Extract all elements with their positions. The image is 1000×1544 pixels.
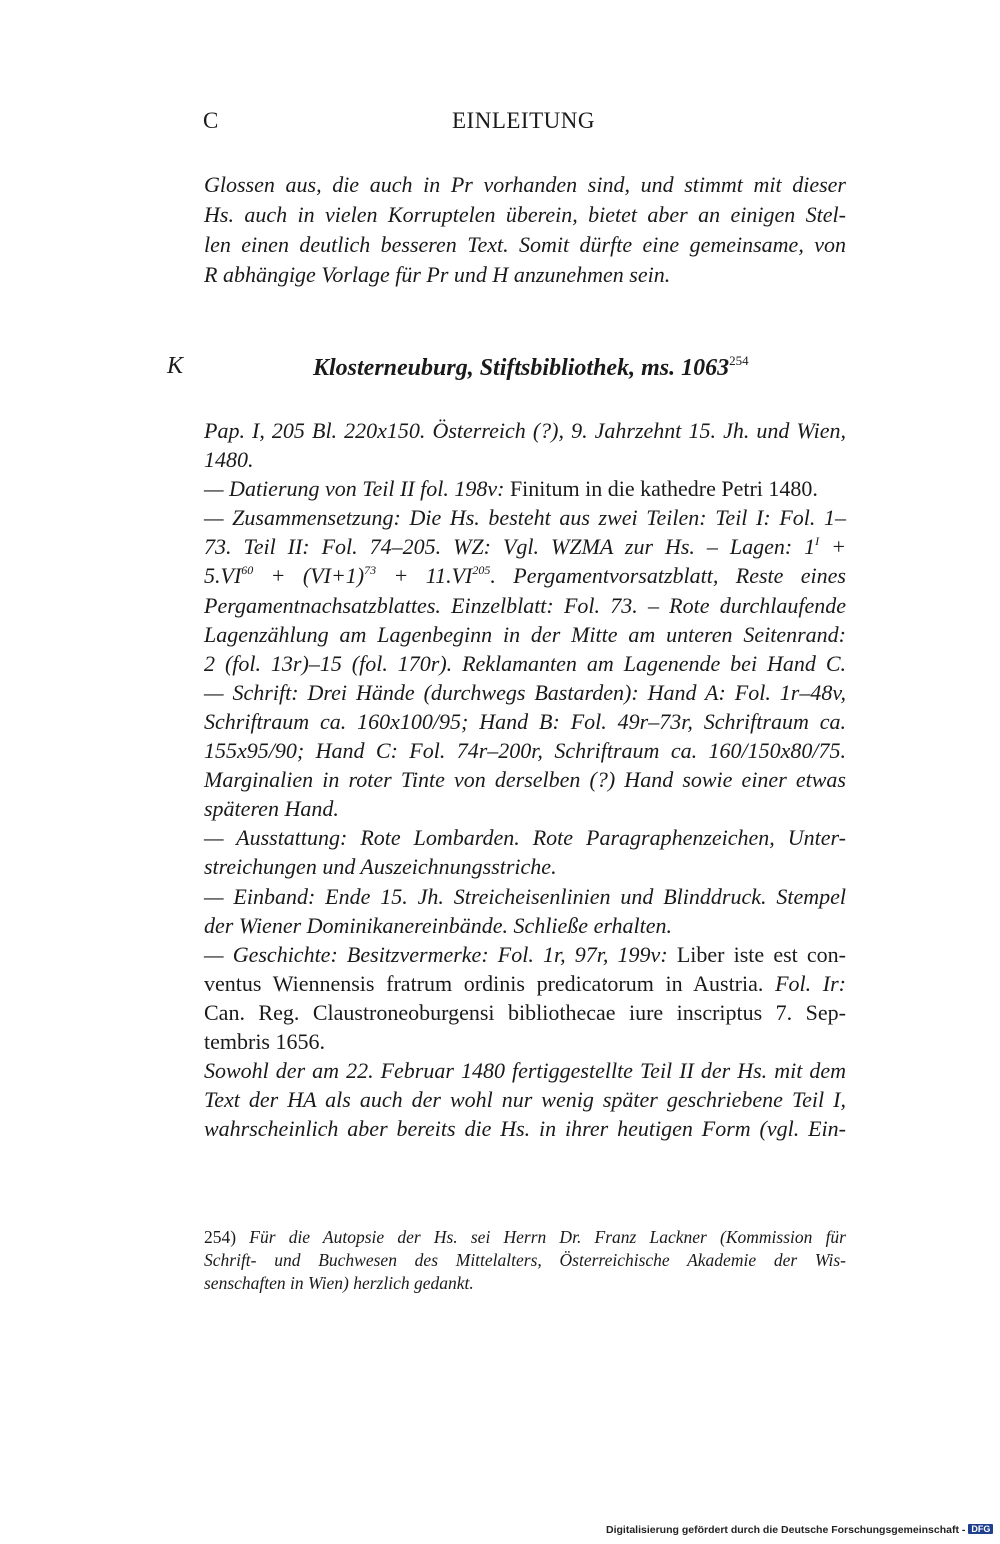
ownership-quote: Liber iste est con- xyxy=(676,941,846,967)
desc-text: + xyxy=(819,534,846,560)
desc-line: Schriftraum ca. 160x100/95; Hand B: Fol. 49r–73r, Schriftraum ca. xyxy=(204,708,846,734)
superscript: 73 xyxy=(364,563,377,578)
desc-line: wahrscheinlich aber bereits die Hs. in ihrer heutigen Form (vgl. Ein- xyxy=(204,1116,846,1142)
desc-line xyxy=(204,532,846,561)
funding-credit-text: Digitalisierung gefördert durch die Deutsche Forschungsgemeinschaft - xyxy=(606,1524,966,1536)
intro-paragraph xyxy=(204,170,846,290)
superscript: I xyxy=(815,534,820,549)
footnote-line xyxy=(204,1226,846,1249)
desc-line: Pergamentnachsatzblattes. Einzelblatt: Fol. 73. – Rote durchlaufende xyxy=(204,592,846,618)
funding-credit xyxy=(606,1524,993,1536)
footnote xyxy=(204,1226,846,1295)
page-number: C xyxy=(203,108,219,133)
intro-line: len einen deutlich besseren Text. Somit dürfte eine gemeinsame, von xyxy=(204,232,846,257)
desc-line xyxy=(204,969,846,998)
intro-line: Hs. auch in vielen Korruptelen überein, bietet aber an einigen Stel- xyxy=(204,202,846,227)
footnote-reference: 254 xyxy=(729,353,749,368)
desc-line: — Zusammensetzung: Die Hs. besteht aus zwei Teilen: Teil I: Fol. 1– xyxy=(204,505,846,531)
history-label: — Geschichte: Besitzvermerke: Fol. 1r, 97r, 199v: xyxy=(204,941,677,967)
manuscript-heading xyxy=(313,353,749,382)
footnote-line: senschaften in Wien) herzlich gedankt. xyxy=(204,1273,474,1293)
desc-line: Text der HA als auch der wohl nur wenig später geschriebene Teil I, xyxy=(204,1087,846,1113)
superscript: 60 xyxy=(241,563,254,578)
intro-line: Glossen aus, die auch in Pr vorhanden sind, und stimmt mit dieser xyxy=(204,172,846,197)
desc-line: Pap. I, 205 Bl. 220x150. Österreich (?), 9. Jahrzehnt 15. Jh. und Wien, xyxy=(204,418,846,443)
desc-line: tembris 1656. xyxy=(204,1028,325,1054)
desc-text: 73. Teil II: Fol. 74–205. WZ: Vgl. WZMA zur Hs. – Lagen: 1 xyxy=(204,534,816,560)
folio-label: Fol. Ir: xyxy=(763,970,847,996)
running-head: EINLEITUNG xyxy=(452,108,595,133)
desc-line: — Einband: Ende 15. Jh. Streicheisenlinien und Blinddruck. Stempel xyxy=(204,883,846,909)
desc-line: — Schrift: Drei Hände (durchwegs Bastarden): Hand A: Fol. 1r–48v, xyxy=(204,679,846,705)
footnote-text: Für die Autopsie der Hs. sei Herrn Dr. Franz Lackner (Kommission für xyxy=(236,1227,846,1247)
desc-line: streichungen und Auszeichnungsstriche. xyxy=(204,854,557,880)
dating-label: — Datierung von Teil II fol. 198v: xyxy=(204,476,510,502)
desc-line: späteren Hand. xyxy=(204,796,339,822)
desc-text: . Pergamentvorsatzblatt, Reste eines xyxy=(490,563,846,589)
desc-line xyxy=(204,561,846,590)
desc-line: Sowohl der am 22. Februar 1480 fertiggestellte Teil II der Hs. mit dem xyxy=(204,1058,846,1084)
superscript: 205 xyxy=(472,563,491,578)
intro-line: R abhängige Vorlage für Pr und H anzunehmen sein. xyxy=(204,262,671,287)
desc-line: 1480. xyxy=(204,447,254,473)
manuscript-description xyxy=(204,416,846,1143)
desc-line: 155x95/90; Hand C: Fol. 74r–200r, Schriftraum ca. 160/150x80/75. xyxy=(204,738,846,764)
desc-line: — Ausstattung: Rote Lombarden. Rote Paragraphenzeichen, Unter- xyxy=(204,825,846,851)
manuscript-title: Klosterneuburg, Stiftsbibliothek, ms. 1063 xyxy=(313,355,730,381)
desc-line: 2 (fol. 13r)–15 (fol. 170r). Reklamanten am Lagenende bei Hand C. xyxy=(204,650,846,676)
desc-text: + 11.VI xyxy=(376,563,473,589)
desc-text: 5.VI xyxy=(204,563,242,589)
footnote-line: Schrift- und Buchwesen des Mittelalters, Österreichische Akademie der Wis- xyxy=(204,1250,846,1270)
desc-line xyxy=(204,474,846,503)
desc-text: + (VI+1) xyxy=(253,563,365,589)
desc-line: Can. Reg. Claustroneoburgensi bibliothecae iure inscriptus 7. Sep- xyxy=(204,999,846,1025)
ownership-quote: ventus Wiennensis fratrum ordinis predicatorum in Austria. xyxy=(204,970,764,996)
dfg-logo: DFG xyxy=(968,1524,993,1534)
desc-line xyxy=(204,940,846,969)
desc-line: Marginalien in roter Tinte von derselben (?) Hand sowie einer etwas xyxy=(204,767,846,793)
dating-quote: Finitum in die kathedre Petri 1480. xyxy=(509,476,818,502)
desc-line: Lagenzählung am Lagenbeginn in der Mitte am unteren Seitenrand: xyxy=(204,621,846,647)
manuscript-siglum: K xyxy=(167,353,184,379)
desc-line: der Wiener Dominikanereinbände. Schließe erhalten. xyxy=(204,912,672,938)
footnote-number: 254) xyxy=(204,1227,237,1247)
